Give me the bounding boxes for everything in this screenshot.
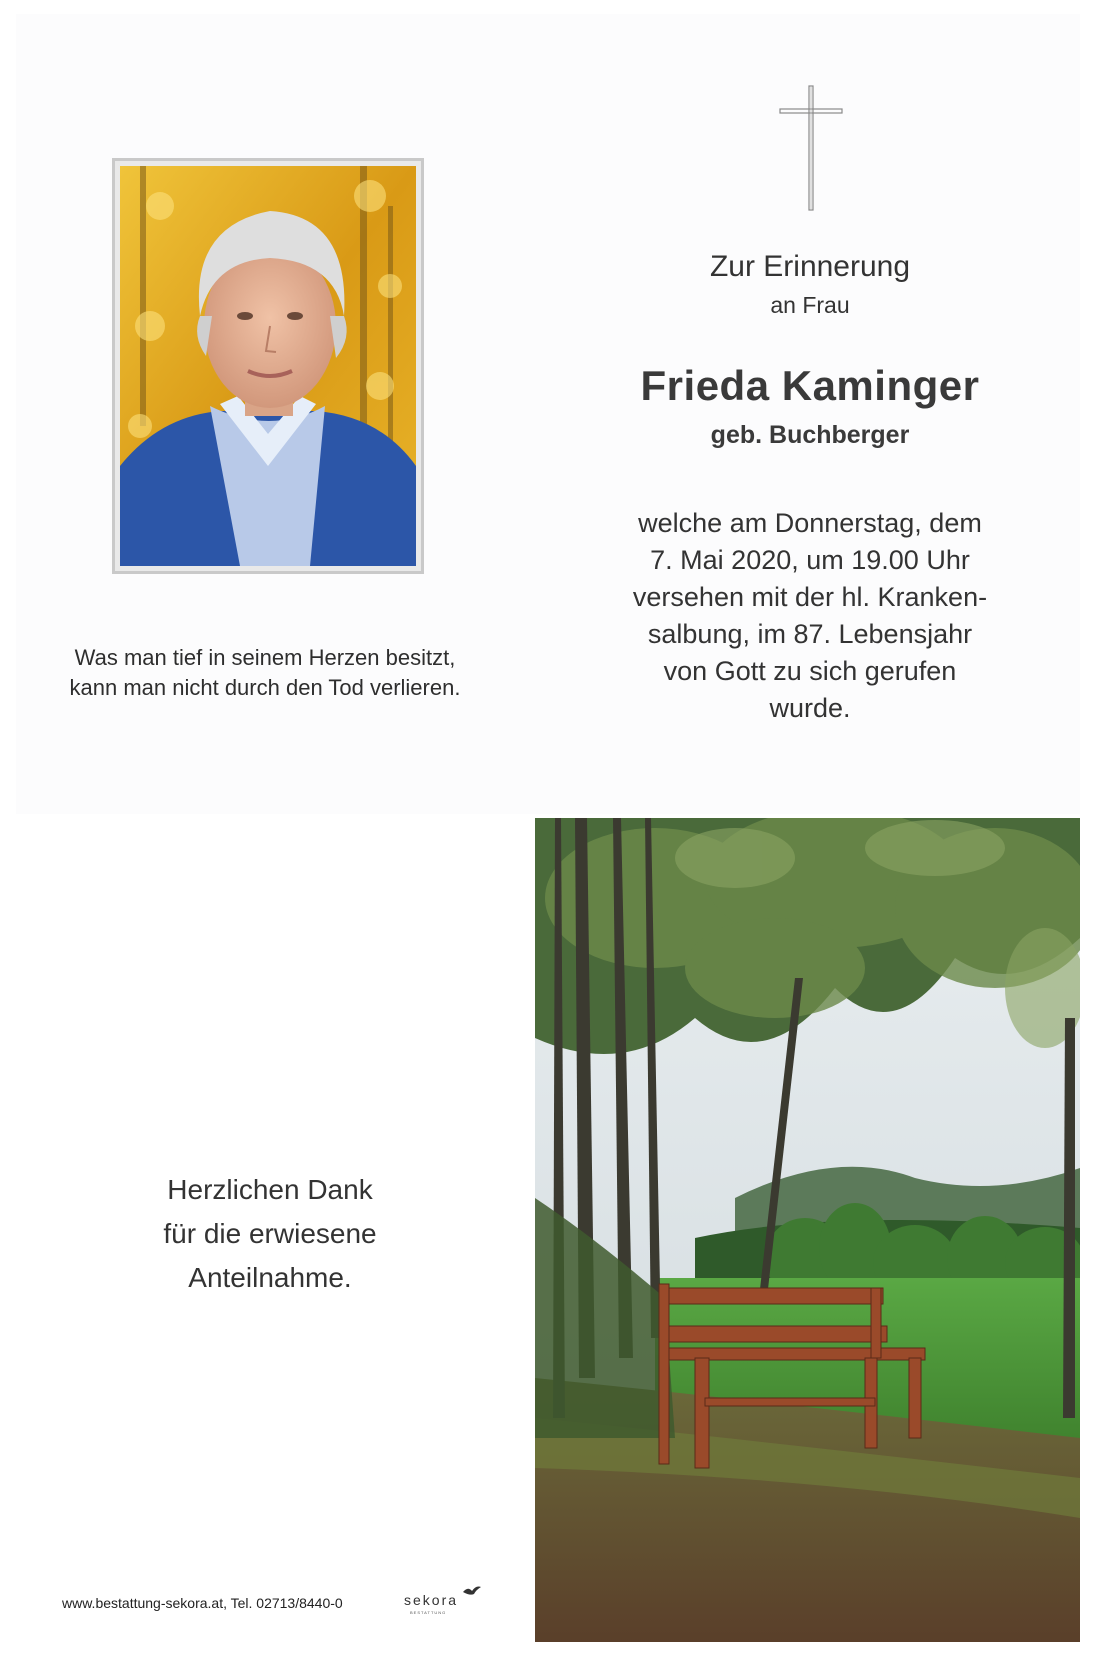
memorial-quote (40, 643, 490, 703)
notice-line: von Gott zu sich gerufen (663, 656, 957, 686)
quote-line: kann man nicht durch den Tod verlieren. (69, 675, 461, 700)
portrait-photo (112, 158, 424, 574)
logo-subtext: BESTATTUNG (410, 1610, 447, 1615)
birth-name: geb. Buchberger (710, 421, 910, 449)
portrait-image (120, 166, 416, 566)
memorial-subheading: an Frau (770, 292, 850, 318)
logo-wordmark: sekora (404, 1592, 459, 1608)
memorial-heading: Zur Erinnerung (709, 250, 911, 283)
thanks-line: Anteilnahme. (188, 1262, 352, 1293)
notice-line: welche am Donnerstag, dem (638, 508, 982, 538)
thanks-line: für die erwiesene (163, 1218, 377, 1249)
thanks-message (60, 1168, 480, 1300)
cross-icon (776, 84, 846, 212)
deceased-name: Frieda Kaminger (640, 362, 980, 409)
bird-icon (462, 1584, 482, 1598)
death-notice (600, 505, 1020, 727)
footer-contact: www.bestattung-sekora.at, Tel. 02713/8440-0 (62, 1595, 343, 1611)
notice-line: wurde. (769, 693, 851, 723)
notice-line: salbung, im 87. Lebensjahr (647, 619, 973, 649)
thanks-line: Herzlichen Dank (167, 1174, 373, 1205)
quote-line: Was man tief in seinem Herzen besitzt, (74, 645, 456, 670)
bench-landscape-image (535, 818, 1080, 1642)
notice-line: 7. Mai 2020, um 19.00 Uhr (650, 545, 970, 575)
landscape-photo (535, 818, 1080, 1642)
notice-line: versehen mit der hl. Kranken- (632, 582, 988, 612)
